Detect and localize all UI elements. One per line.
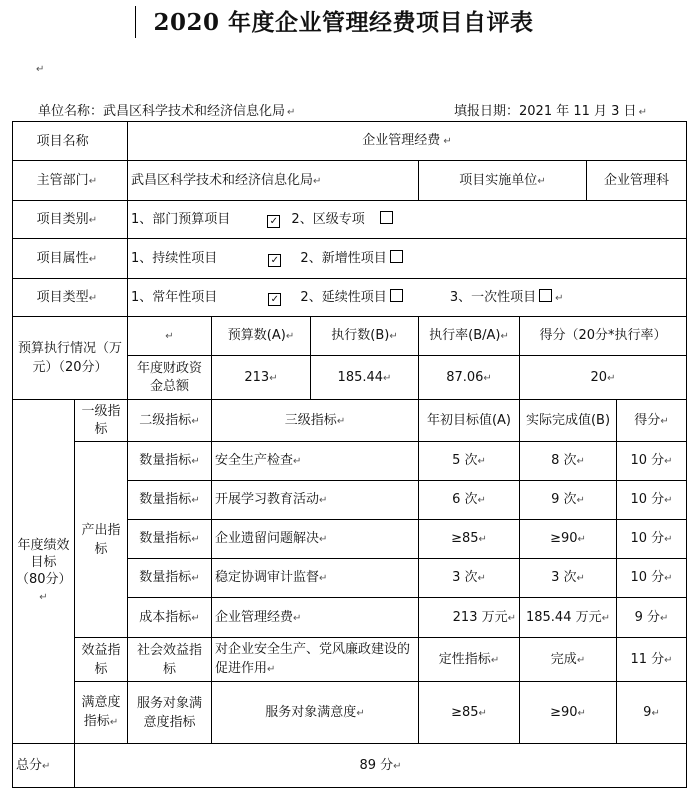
rate-value: 87.06↵ [419, 356, 520, 400]
level2-cell: 数量指标↵ [128, 442, 212, 481]
label-total: 总分↵ [13, 744, 75, 788]
actual-cell: ≥90↵ [520, 520, 617, 559]
table-row [13, 638, 687, 682]
category-options: 1、部门预算项目 ✓ 2、区级专项 [128, 201, 687, 239]
label-total-funds: 年度财政资金总额 [128, 356, 212, 400]
target-cell: 6 次↵ [419, 481, 520, 520]
label-benefit: 效益指标 [75, 638, 128, 682]
target-cell: 213 万元↵ [419, 598, 520, 638]
level2-cell: 数量指标↵ [128, 559, 212, 598]
level3-cell: 安全生产检查↵ [212, 442, 419, 481]
evaluation-table [12, 121, 687, 788]
score-cell: 9 分↵ [617, 598, 687, 638]
actual-cell: 3 次↵ [520, 559, 617, 598]
header-score: 得分↵ [617, 400, 687, 442]
fill-date: 填报日期：2021 年 11 月 3 日 ↵ [454, 104, 647, 119]
level2-cell: 服务对象满意度指标 [128, 682, 212, 744]
actual-cell: ≥90↵ [520, 682, 617, 744]
project-name-value: 企业管理经费 ↵ [128, 122, 687, 161]
header-level3: 三级指标↵ [212, 400, 419, 442]
checkbox-checked[interactable]: ✓ [268, 293, 281, 306]
target-cell: ≥85↵ [419, 520, 520, 559]
label-output: 产出指标 [75, 442, 128, 638]
checkbox-unchecked[interactable] [539, 289, 552, 302]
target-cell: 定性指标↵ [419, 638, 520, 682]
header-level1: 一级指标 [75, 400, 128, 442]
level3-cell: 稳定协调审计监督↵ [212, 559, 419, 598]
score-cell: 10 分↵ [617, 559, 687, 598]
label-attribute: 项目属性↵ [13, 239, 128, 279]
level2-cell: 数量指标↵ [128, 481, 212, 520]
label-type: 项目类型↵ [13, 279, 128, 317]
page-title: 2020 年度企业管理经费项目自评表 [153, 9, 534, 36]
label-annual-performance: 年度绩效目标（80分）↵ [13, 400, 75, 744]
target-cell: 5 次↵ [419, 442, 520, 481]
total-score-value: 89 分↵ [75, 744, 687, 788]
level2-cell: 数量指标↵ [128, 520, 212, 559]
type-options: 1、常年性项目 ✓ 2、延续性项目 3、一次性项目 ↵ [128, 279, 687, 317]
score-cell: 10 分↵ [617, 520, 687, 559]
label-department: 主管部门↵ [13, 161, 128, 201]
checkbox-checked[interactable]: ✓ [268, 254, 281, 267]
header-rate: 执行率(B/A)↵ [419, 317, 520, 356]
paragraph-mark-icon: ↵ [36, 64, 45, 75]
checkbox-checked[interactable]: ✓ [267, 215, 280, 228]
level3-cell: 企业遗留问题解决↵ [212, 520, 419, 559]
checkbox-unchecked[interactable] [390, 289, 403, 302]
label-implementer: 项目实施单位↵ [419, 161, 587, 201]
score-cell: 11 分↵ [617, 638, 687, 682]
actual-cell: 185.44 万元↵ [520, 598, 617, 638]
score-cell: 10 分↵ [617, 481, 687, 520]
level3-cell: 对企业安全生产、党风廉政建设的促进作用↵ [212, 638, 419, 682]
text-cursor [135, 6, 136, 38]
budget-value: 213↵ [212, 356, 311, 400]
target-cell: ≥85↵ [419, 682, 520, 744]
label-budget-exec: 预算执行情况（万元）（20分） [13, 317, 128, 400]
label-satisfaction: 满意度指标↵ [75, 682, 128, 744]
level2-cell: 成本指标↵ [128, 598, 212, 638]
table-row [13, 682, 687, 744]
label-category: 项目类别↵ [13, 201, 128, 239]
department-value: 武昌区科学技术和经济信息化局↵ [128, 161, 419, 201]
attribute-options: 1、持续性项目 ✓ 2、新增性项目 [128, 239, 687, 279]
level3-cell: 开展学习教育活动↵ [212, 481, 419, 520]
checkbox-unchecked[interactable] [380, 211, 393, 224]
table-row [13, 442, 687, 481]
budget-score-value: 20↵ [520, 356, 687, 400]
header-score-formula: 得分（20分*执行率） [520, 317, 687, 356]
level2-cell: 社会效益指标 [128, 638, 212, 682]
header-executed: 执行数(B)↵ [311, 317, 419, 356]
actual-cell: 完成↵ [520, 638, 617, 682]
executed-value: 185.44↵ [311, 356, 419, 400]
header-level2: 二级指标↵ [128, 400, 212, 442]
implementer-value: 企业管理科 [587, 161, 687, 201]
label-project-name: 项目名称 [13, 122, 128, 161]
level3-cell: 企业管理经费↵ [212, 598, 419, 638]
header-target: 年初目标值(A) [419, 400, 520, 442]
score-cell: 9↵ [617, 682, 687, 744]
actual-cell: 9 次↵ [520, 481, 617, 520]
checkbox-unchecked[interactable] [390, 250, 403, 263]
level3-cell: 服务对象满意度↵ [212, 682, 419, 744]
actual-cell: 8 次↵ [520, 442, 617, 481]
header-budget: 预算数(A)↵ [212, 317, 311, 356]
score-cell: 10 分↵ [617, 442, 687, 481]
unit-name: 单位名称：武昌区科学技术和经济信息化局 ↵ [38, 104, 296, 119]
header-actual: 实际完成值(B) [520, 400, 617, 442]
target-cell: 3 次↵ [419, 559, 520, 598]
empty-cell: ↵ [128, 317, 212, 356]
